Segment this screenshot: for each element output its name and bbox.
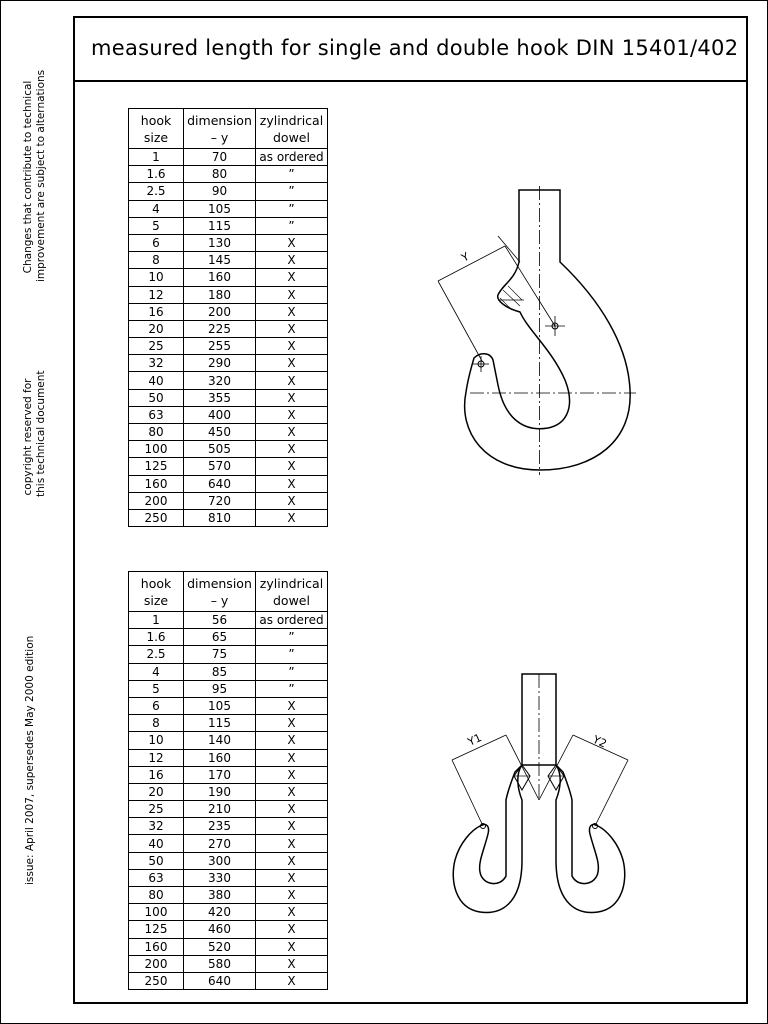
- cell-dowel: X: [256, 904, 328, 921]
- side-note-copyright-line2: this technical document: [35, 370, 47, 497]
- cell-hook-size: 1: [129, 612, 184, 629]
- cell-hook-size: 6: [129, 697, 184, 714]
- header-dimension: dimension – y: [184, 109, 256, 149]
- cell-hook-size: 16: [129, 766, 184, 783]
- cell-hook-size: 250: [129, 509, 184, 526]
- side-note-issue-text: issue: April 2007, supersedes May 2000 edition: [24, 635, 36, 885]
- cell-hook-size: 20: [129, 783, 184, 800]
- double-hook-dim-y2-extension-outer: [595, 760, 628, 826]
- cell-dimension: 720: [184, 492, 256, 509]
- cell-dimension: 290: [184, 355, 256, 372]
- cell-hook-size: 250: [129, 972, 184, 989]
- cell-hook-size: 12: [129, 286, 184, 303]
- cell-hook-size: 1.6: [129, 166, 184, 183]
- cell-hook-size: 2.5: [129, 646, 184, 663]
- cell-dimension: 90: [184, 183, 256, 200]
- cell-dimension: 170: [184, 766, 256, 783]
- single-hook-dim-extension-upper: [498, 236, 520, 262]
- cell-dimension: 140: [184, 732, 256, 749]
- cell-dowel: X: [256, 818, 328, 835]
- cell-dimension: 320: [184, 372, 256, 389]
- cell-dowel: ”: [256, 217, 328, 234]
- cell-hook-size: 63: [129, 869, 184, 886]
- cell-dowel: X: [256, 509, 328, 526]
- cell-hook-size: 160: [129, 938, 184, 955]
- cell-dimension: 160: [184, 749, 256, 766]
- double-hook-drawing: [452, 674, 628, 912]
- cell-dimension: 190: [184, 783, 256, 800]
- cell-dowel: X: [256, 783, 328, 800]
- cell-dowel: X: [256, 492, 328, 509]
- cell-hook-size: 125: [129, 458, 184, 475]
- cell-hook-size: 80: [129, 887, 184, 904]
- cell-dowel: X: [256, 441, 328, 458]
- cell-dimension: 95: [184, 680, 256, 697]
- cell-dimension: 65: [184, 629, 256, 646]
- cell-hook-size: 16: [129, 303, 184, 320]
- cell-dimension: 70: [184, 149, 256, 166]
- cell-dimension: 400: [184, 406, 256, 423]
- cell-dowel: ”: [256, 680, 328, 697]
- cell-hook-size: 32: [129, 355, 184, 372]
- side-note-copyright-line1: copyright reserved for: [22, 378, 34, 496]
- cell-hook-size: 50: [129, 389, 184, 406]
- cell-dowel: X: [256, 372, 328, 389]
- cell-hook-size: 63: [129, 406, 184, 423]
- cell-hook-size: 160: [129, 475, 184, 492]
- cell-dowel: X: [256, 406, 328, 423]
- cell-hook-size: 200: [129, 955, 184, 972]
- cell-hook-size: 25: [129, 338, 184, 355]
- cell-dimension: 56: [184, 612, 256, 629]
- cell-dowel: X: [256, 887, 328, 904]
- cell-hook-size: 100: [129, 441, 184, 458]
- cell-hook-size: 5: [129, 680, 184, 697]
- cell-dimension: 640: [184, 475, 256, 492]
- cell-dimension: 460: [184, 921, 256, 938]
- cell-dowel: X: [256, 424, 328, 441]
- header-dimension: dimension – y: [184, 572, 256, 612]
- cell-dimension: 145: [184, 252, 256, 269]
- cell-hook-size: 80: [129, 424, 184, 441]
- cell-dowel: X: [256, 355, 328, 372]
- cell-dowel: ”: [256, 646, 328, 663]
- cell-dimension: 115: [184, 715, 256, 732]
- cell-dowel: ”: [256, 200, 328, 217]
- cell-dimension: 210: [184, 801, 256, 818]
- cell-dimension: 270: [184, 835, 256, 852]
- double-hook-dim-y1-extension-outer: [452, 760, 483, 826]
- cell-dowel: X: [256, 286, 328, 303]
- cell-dimension: 115: [184, 217, 256, 234]
- cell-dimension: 640: [184, 972, 256, 989]
- cell-dimension: 130: [184, 234, 256, 251]
- cell-dimension: 180: [184, 286, 256, 303]
- cell-hook-size: 1.6: [129, 629, 184, 646]
- cell-dowel: X: [256, 269, 328, 286]
- cell-dimension: 520: [184, 938, 256, 955]
- cell-dimension: 300: [184, 852, 256, 869]
- cell-dimension: 105: [184, 200, 256, 217]
- cell-dowel: X: [256, 835, 328, 852]
- cell-dowel: ”: [256, 629, 328, 646]
- cell-hook-size: 5: [129, 217, 184, 234]
- cell-hook-size: 6: [129, 234, 184, 251]
- cell-dimension: 330: [184, 869, 256, 886]
- cell-dowel: X: [256, 338, 328, 355]
- cell-dowel: X: [256, 234, 328, 251]
- cell-dowel: X: [256, 732, 328, 749]
- single-hook-dim-line: [438, 246, 505, 281]
- header-hook-size: hook size: [129, 109, 184, 149]
- side-note-changes-line2: improvement are subject to alternations: [35, 69, 47, 282]
- double-hook-dim-y1-label: Y1: [465, 731, 484, 749]
- cell-dowel: X: [256, 938, 328, 955]
- cell-dimension: 580: [184, 955, 256, 972]
- single-hook-drawing: [438, 186, 636, 475]
- single-hook-dim-extension-pin: [505, 246, 555, 326]
- cell-hook-size: 32: [129, 818, 184, 835]
- cell-dowel: X: [256, 921, 328, 938]
- cell-dowel: X: [256, 869, 328, 886]
- cell-dimension: 255: [184, 338, 256, 355]
- cell-hook-size: 8: [129, 252, 184, 269]
- cell-dowel: ”: [256, 166, 328, 183]
- cell-dowel: as ordered: [256, 612, 328, 629]
- single-hook-outline: [465, 190, 631, 470]
- cell-dowel: X: [256, 458, 328, 475]
- cell-dimension: 450: [184, 424, 256, 441]
- cell-hook-size: 4: [129, 663, 184, 680]
- cell-dowel: X: [256, 801, 328, 818]
- cell-dowel: X: [256, 303, 328, 320]
- cell-dimension: 420: [184, 904, 256, 921]
- cell-dowel: X: [256, 852, 328, 869]
- cell-dowel: X: [256, 320, 328, 337]
- cell-hook-size: 20: [129, 320, 184, 337]
- cell-dowel: X: [256, 972, 328, 989]
- cell-hook-size: 125: [129, 921, 184, 938]
- cell-dimension: 235: [184, 818, 256, 835]
- single-hook-dim-extension-lower: [438, 281, 482, 361]
- double-hook-dim-y2-label: Y2: [590, 732, 609, 751]
- cell-dimension: 225: [184, 320, 256, 337]
- cell-hook-size: 8: [129, 715, 184, 732]
- cell-dowel: X: [256, 252, 328, 269]
- cell-dowel: X: [256, 389, 328, 406]
- cell-dimension: 355: [184, 389, 256, 406]
- cell-dimension: 570: [184, 458, 256, 475]
- cell-dimension: 200: [184, 303, 256, 320]
- cell-dowel: ”: [256, 183, 328, 200]
- cell-hook-size: 1: [129, 149, 184, 166]
- header-hook-size: hook size: [129, 572, 184, 612]
- cell-hook-size: 50: [129, 852, 184, 869]
- cell-hook-size: 200: [129, 492, 184, 509]
- cell-dimension: 85: [184, 663, 256, 680]
- cell-hook-size: 40: [129, 835, 184, 852]
- cell-hook-size: 12: [129, 749, 184, 766]
- single-hook-dim-label: Y: [459, 250, 472, 265]
- side-note-changes-line1: Changes that contribute to technical: [22, 80, 34, 274]
- double-hook-left-arm: [453, 765, 522, 912]
- cell-dimension: 160: [184, 269, 256, 286]
- cell-dowel: X: [256, 766, 328, 783]
- cell-dimension: 105: [184, 697, 256, 714]
- header-dowel: zylindrical dowel: [256, 109, 328, 149]
- cell-hook-size: 10: [129, 269, 184, 286]
- cell-hook-size: 40: [129, 372, 184, 389]
- cell-dowel: X: [256, 715, 328, 732]
- cell-dowel: X: [256, 749, 328, 766]
- cell-dowel: X: [256, 955, 328, 972]
- cell-dowel: ”: [256, 663, 328, 680]
- cell-dimension: 505: [184, 441, 256, 458]
- cell-hook-size: 2.5: [129, 183, 184, 200]
- cell-hook-size: 4: [129, 200, 184, 217]
- cell-dimension: 380: [184, 887, 256, 904]
- cell-hook-size: 25: [129, 801, 184, 818]
- cell-dowel: as ordered: [256, 149, 328, 166]
- single-hook-hatching: [500, 286, 522, 310]
- cell-hook-size: 10: [129, 732, 184, 749]
- cell-dimension: 75: [184, 646, 256, 663]
- cell-hook-size: 100: [129, 904, 184, 921]
- cell-dimension: 80: [184, 166, 256, 183]
- cell-dowel: X: [256, 475, 328, 492]
- cell-dimension: 810: [184, 509, 256, 526]
- header-dowel: zylindrical dowel: [256, 572, 328, 612]
- cell-dowel: X: [256, 697, 328, 714]
- page-title: measured length for single and double hook DIN 15401/402: [91, 36, 739, 60]
